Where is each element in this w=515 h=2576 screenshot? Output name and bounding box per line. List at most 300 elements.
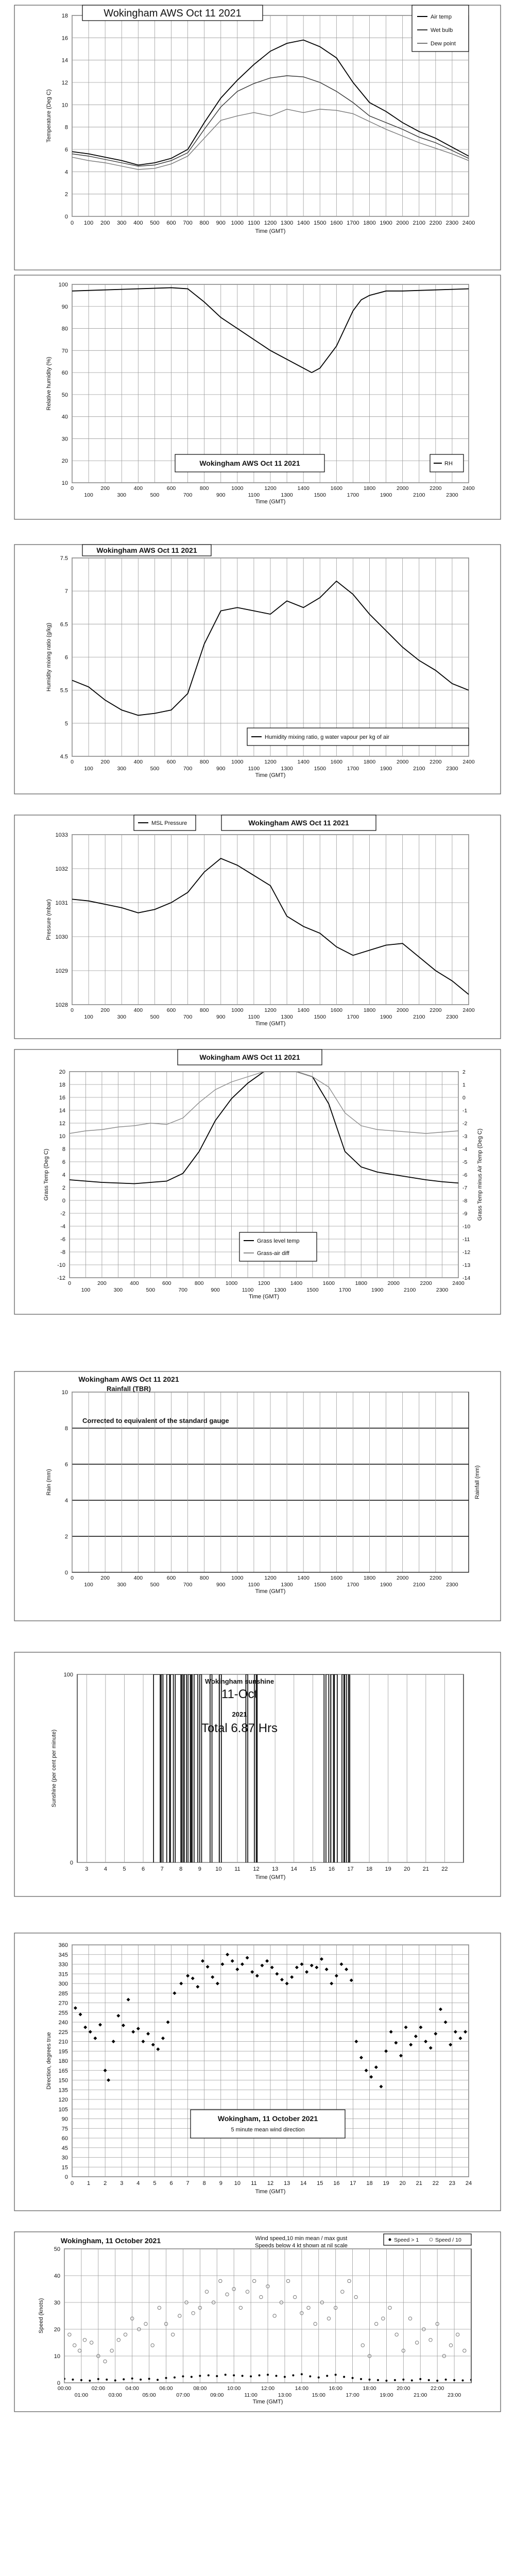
- x-tick-label: 2000: [387, 1280, 400, 1286]
- data-point: [250, 2376, 252, 2378]
- x-tick-label: 11: [251, 2180, 257, 2187]
- x-tick-label: 900: [216, 492, 226, 498]
- x-tick-label: 22: [432, 2180, 439, 2187]
- x-tick-label: 1000: [225, 1280, 238, 1286]
- y-right-tick-label: 0: [462, 1095, 466, 1101]
- y-tick-label: 0: [64, 214, 68, 220]
- x-tick-label: 0: [71, 485, 74, 492]
- x-tick-label: 12: [267, 2180, 274, 2187]
- y-tick-label: 5: [64, 720, 68, 727]
- y-tick-label: 135: [58, 2087, 68, 2094]
- x-tick-label: 800: [199, 759, 209, 765]
- x-tick-label: 1800: [363, 485, 376, 492]
- y-tick-label: 345: [58, 1952, 68, 1958]
- x-tick-label: 1500: [314, 766, 326, 772]
- y-tick-label: 225: [58, 2029, 68, 2036]
- x-tick-label: 1500: [314, 1582, 326, 1588]
- y-tick-label: 2: [64, 1534, 68, 1540]
- chart-annotation: Corrected to equivalent of the standard gauge: [82, 1417, 229, 1425]
- x-tick-label: 1600: [330, 1007, 343, 1013]
- x-axis-label: Time (GMT): [255, 228, 286, 234]
- y-tick-label: 285: [58, 1990, 68, 1997]
- x-tick-label: 1100: [248, 1582, 260, 1588]
- x-tick-label: 00:00: [57, 2385, 72, 2392]
- x-tick-label: 01:00: [74, 2392, 89, 2398]
- y-tick-label: 90: [61, 303, 68, 310]
- chart-year: 2021: [232, 1710, 247, 1718]
- chart-note: Speeds below 4 kt shown at nil scale: [255, 2243, 348, 2249]
- y-right-axis-label: Rainfall (mm): [474, 1465, 480, 1499]
- x-tick-label: 300: [117, 220, 127, 226]
- y-tick-label: 10: [61, 480, 68, 486]
- x-tick-label: 5: [123, 1866, 126, 1872]
- x-tick-label: 7: [160, 1866, 164, 1872]
- y-tick-label: 1029: [55, 968, 68, 974]
- x-tick-label: 8: [179, 1866, 183, 1872]
- x-tick-label: 2100: [413, 220, 425, 226]
- y-tick-label: 6: [64, 147, 68, 153]
- data-point: [326, 2375, 328, 2377]
- x-tick-label: 1400: [297, 1007, 310, 1013]
- x-tick-label: 700: [178, 1287, 187, 1293]
- y-right-tick-label: -2: [462, 1121, 468, 1127]
- chart-4: [0, 814, 515, 1041]
- y-tick-label: 8: [64, 124, 68, 131]
- x-tick-label: 800: [199, 485, 209, 492]
- chart-1: [0, 4, 515, 272]
- x-tick-label: 20:00: [397, 2385, 410, 2392]
- x-tick-label: 07:00: [176, 2392, 190, 2398]
- chart-title: Wokingham, 11 October 2021: [217, 2114, 318, 2123]
- x-tick-label: 1900: [371, 1287, 384, 1293]
- y-tick-label: -2: [60, 1211, 65, 1217]
- x-tick-label: 600: [166, 485, 176, 492]
- data-point: [182, 2376, 184, 2378]
- x-tick-label: 22: [441, 1866, 448, 1872]
- y-tick-label: 6.5: [60, 621, 68, 628]
- data-point: [233, 2374, 235, 2376]
- data-point: [385, 2380, 387, 2382]
- x-tick-label: 18: [366, 2180, 373, 2187]
- x-tick-label: 1600: [330, 1575, 343, 1581]
- y-right-tick-label: -8: [462, 1198, 468, 1204]
- chart-total: Total 6.87 Hrs: [201, 1721, 278, 1735]
- x-tick-label: 900: [216, 220, 226, 226]
- x-tick-label: 400: [133, 220, 143, 226]
- x-tick-label: 400: [133, 485, 143, 492]
- x-tick-label: 800: [199, 1575, 209, 1581]
- chart-3: [0, 544, 515, 796]
- x-tick-label: 1300: [280, 220, 294, 226]
- x-tick-label: 15:00: [312, 2392, 325, 2398]
- x-tick-label: 1100: [248, 766, 260, 772]
- data-point: [369, 2379, 371, 2381]
- chart-title: Wokingham AWS Oct 11 2021: [78, 1375, 179, 1383]
- x-tick-label: 600: [166, 1007, 176, 1013]
- x-tick-label: 600: [166, 759, 176, 765]
- x-tick-label: 1300: [281, 1014, 293, 1020]
- x-tick-label: 200: [97, 1280, 107, 1286]
- y-right-tick-label: 1: [462, 1082, 466, 1088]
- x-tick-label: 1600: [330, 220, 343, 226]
- x-tick-label: 1500: [306, 1287, 319, 1293]
- x-tick-label: 1800: [355, 1280, 367, 1286]
- x-tick-label: 21:00: [414, 2392, 427, 2398]
- x-tick-label: 900: [211, 1287, 220, 1293]
- y-tick-label: 60: [61, 370, 68, 377]
- data-point: [97, 2378, 99, 2380]
- x-tick-label: 1100: [248, 1014, 260, 1020]
- chart-title: Wokingham, 11 October 2021: [60, 2236, 161, 2245]
- x-tick-label: 23:00: [447, 2392, 461, 2398]
- x-tick-label: 4: [136, 2180, 140, 2187]
- x-tick-label: 100: [81, 1287, 91, 1293]
- x-axis-label: Time (GMT): [255, 1588, 286, 1595]
- x-tick-label: 2300: [446, 766, 458, 772]
- x-tick-label: 1400: [290, 1280, 303, 1286]
- x-tick-label: 18:00: [363, 2385, 376, 2392]
- x-tick-label: 1400: [297, 759, 310, 765]
- x-tick-label: 2200: [430, 1007, 442, 1013]
- legend-label: Speed / 10: [435, 2237, 461, 2243]
- x-tick-label: 800: [199, 1007, 209, 1013]
- data-point: [123, 2378, 125, 2380]
- x-tick-label: 2000: [396, 1007, 409, 1013]
- y-tick-label: 1030: [55, 934, 68, 940]
- x-tick-label: 2000: [396, 1575, 409, 1581]
- x-tick-label: 1000: [231, 1575, 244, 1581]
- y-tick-label: 10: [61, 102, 68, 109]
- y-tick-label: 180: [58, 2058, 68, 2064]
- x-tick-label: 11:00: [244, 2392, 258, 2398]
- x-tick-label: 1600: [322, 1280, 335, 1286]
- y-tick-label: 16: [61, 35, 68, 42]
- y-tick-label: 300: [58, 1981, 68, 1987]
- x-axis-label: Time (GMT): [255, 1021, 286, 1027]
- y-tick-label: 0: [64, 2174, 68, 2180]
- y-tick-label: 18: [59, 1082, 65, 1088]
- y-axis-label: Pressure (mbar): [46, 899, 52, 940]
- x-tick-label: 09:00: [210, 2392, 224, 2398]
- y-tick-label: -6: [60, 1236, 65, 1243]
- y-tick-label: 8: [62, 1146, 65, 1153]
- data-point: [352, 2377, 354, 2379]
- x-tick-label: 17:00: [346, 2392, 359, 2398]
- x-tick-label: 200: [100, 1007, 110, 1013]
- x-tick-label: 1000: [231, 220, 244, 226]
- data-point: [318, 2377, 320, 2379]
- data-point: [174, 2377, 176, 2379]
- x-tick-label: 3: [120, 2180, 124, 2187]
- x-tick-label: 2100: [413, 1582, 425, 1588]
- y-tick-label: 80: [61, 326, 68, 332]
- x-tick-label: 14:00: [295, 2385, 308, 2392]
- legend-label: Grass-air diff: [257, 1250, 289, 1257]
- x-tick-label: 1300: [281, 1582, 293, 1588]
- x-tick-label: 16: [328, 1866, 335, 1872]
- data-point: [335, 2374, 337, 2376]
- x-tick-label: 2300: [446, 1582, 458, 1588]
- x-tick-label: 8: [202, 2180, 206, 2187]
- x-tick-label: 100: [84, 1014, 93, 1020]
- x-tick-label: 200: [100, 759, 110, 765]
- x-tick-label: 21: [416, 2180, 422, 2187]
- x-tick-label: 2300: [446, 492, 458, 498]
- x-tick-label: 1200: [264, 1575, 277, 1581]
- x-tick-label: 800: [199, 220, 209, 226]
- y-tick-label: 0: [70, 1860, 73, 1866]
- y-tick-label: 30: [61, 436, 68, 443]
- x-tick-label: 1500: [314, 492, 326, 498]
- x-tick-label: 700: [183, 220, 193, 226]
- x-tick-label: 14: [290, 1866, 297, 1872]
- y-tick-label: 1032: [55, 866, 68, 872]
- x-tick-label: 2300: [446, 1014, 458, 1020]
- x-tick-label: 400: [133, 1007, 143, 1013]
- x-axis-label: Time (GMT): [252, 2399, 283, 2405]
- data-point: [284, 2376, 286, 2378]
- x-tick-label: 1900: [380, 1582, 392, 1588]
- x-tick-label: 700: [183, 766, 193, 772]
- x-tick-label: 2: [104, 2180, 107, 2187]
- x-tick-label: 2200: [430, 485, 442, 492]
- y-tick-label: 1033: [55, 832, 68, 838]
- x-tick-label: 19: [383, 2180, 389, 2187]
- y-tick-label: 90: [61, 2116, 68, 2123]
- x-tick-label: 9: [219, 2180, 222, 2187]
- x-tick-label: 7: [186, 2180, 190, 2187]
- x-tick-label: 500: [150, 1582, 160, 1588]
- y-tick-label: 165: [58, 2067, 68, 2074]
- x-tick-label: 10: [215, 1866, 222, 1872]
- x-tick-label: 2400: [452, 1280, 465, 1286]
- data-point: [394, 2379, 396, 2381]
- x-axis-label: Time (GMT): [255, 499, 286, 505]
- x-tick-label: 1700: [339, 1287, 351, 1293]
- x-axis-label: Time (GMT): [249, 1294, 279, 1300]
- y-right-tick-label: -5: [462, 1159, 468, 1165]
- x-tick-label: 2400: [462, 220, 475, 226]
- x-axis-label: Time (GMT): [255, 2189, 286, 2195]
- x-tick-label: 6: [169, 2180, 173, 2187]
- data-point: [462, 2379, 464, 2381]
- x-tick-label: 13: [283, 2180, 290, 2187]
- chart-9: [0, 2231, 515, 2414]
- legend-label: Air temp: [431, 14, 452, 20]
- x-tick-label: 19: [385, 1866, 391, 1872]
- y-tick-label: 4: [64, 1498, 68, 1504]
- x-tick-label: 1300: [274, 1287, 286, 1293]
- y-tick-label: 270: [58, 2000, 68, 2007]
- x-tick-label: 100: [84, 766, 93, 772]
- y-right-tick-label: -13: [462, 1262, 471, 1268]
- y-axis-label: Humidity mixing ratio (g/kg): [46, 622, 52, 692]
- x-tick-label: 1500: [314, 220, 327, 226]
- x-tick-label: 900: [216, 766, 226, 772]
- data-point: [114, 2379, 116, 2381]
- x-tick-label: 2200: [420, 1280, 432, 1286]
- data-point: [267, 2374, 269, 2376]
- data-point: [191, 2376, 193, 2378]
- chart-title: Wokingham AWS Oct 11 2021: [96, 546, 197, 554]
- x-tick-label: 800: [194, 1280, 204, 1286]
- x-tick-label: 600: [162, 1280, 171, 1286]
- chart-subtitle: 5 minute mean wind direction: [231, 2127, 305, 2133]
- x-axis-label: Time (GMT): [255, 772, 286, 778]
- y-tick-label: 105: [58, 2106, 68, 2113]
- x-tick-label: 06:00: [159, 2385, 173, 2392]
- chart-2: [0, 274, 515, 521]
- x-tick-label: 2200: [430, 759, 442, 765]
- chart-title: Wokingham AWS Oct 11 2021: [199, 459, 300, 467]
- y-tick-label: 20: [61, 458, 68, 465]
- y-tick-label: 10: [54, 2353, 60, 2360]
- plot-area: [77, 1674, 464, 1862]
- chart-title: Wokingham AWS Oct 11 2021: [104, 8, 242, 19]
- x-tick-label: 400: [130, 1280, 139, 1286]
- y-tick-label: 100: [63, 1672, 73, 1678]
- x-tick-label: 1100: [248, 492, 260, 498]
- y-right-axis-label: Grass Temp minus Air Temp (Deg C): [477, 1128, 483, 1221]
- x-tick-label: 12: [253, 1866, 260, 1872]
- x-tick-label: 1200: [258, 1280, 270, 1286]
- y-axis-label: Direction, degrees true: [46, 2032, 52, 2090]
- chart-title: Wokingham AWS Oct 11 2021: [199, 1053, 300, 1061]
- y-tick-label: 255: [58, 2010, 68, 2016]
- x-tick-label: 04:00: [125, 2385, 139, 2392]
- y-tick-label: 210: [58, 2039, 68, 2045]
- y-right-tick-label: -6: [462, 1172, 468, 1178]
- x-tick-label: 900: [216, 1014, 226, 1020]
- y-tick-label: -4: [60, 1224, 65, 1230]
- x-tick-label: 0: [71, 1007, 74, 1013]
- y-tick-label: 1028: [55, 1002, 68, 1008]
- data-point: [165, 2377, 167, 2379]
- x-tick-label: 500: [150, 766, 160, 772]
- x-tick-label: 0: [70, 220, 74, 226]
- x-tick-label: 200: [100, 220, 110, 226]
- y-tick-label: 60: [61, 2136, 68, 2142]
- x-tick-label: 700: [183, 1582, 193, 1588]
- y-tick-label: 4.5: [60, 754, 68, 760]
- y-right-tick-label: -10: [462, 1224, 471, 1230]
- y-tick-label: 7.5: [60, 555, 68, 562]
- x-tick-label: 2000: [396, 485, 409, 492]
- x-tick-label: 13:00: [278, 2392, 292, 2398]
- x-tick-label: 17: [347, 1866, 354, 1872]
- data-point: [275, 2375, 277, 2377]
- x-tick-label: 1: [87, 2180, 91, 2187]
- x-tick-label: 13: [272, 1866, 279, 1872]
- x-tick-label: 1700: [347, 220, 359, 226]
- chart-title: Wokingham sunshine: [204, 1677, 274, 1685]
- x-tick-label: 2400: [462, 1007, 475, 1013]
- x-tick-label: 1200: [264, 220, 277, 226]
- x-tick-label: 500: [150, 1014, 160, 1020]
- legend-label: RH: [444, 461, 453, 467]
- y-tick-label: 6: [64, 1462, 68, 1468]
- y-tick-label: 10: [59, 1133, 65, 1140]
- y-tick-label: 10: [61, 1389, 68, 1396]
- y-tick-label: 20: [59, 1069, 65, 1075]
- x-tick-label: 19:00: [380, 2392, 393, 2398]
- legend-label: Wet bulb: [431, 27, 453, 33]
- data-point: [242, 2375, 244, 2377]
- y-tick-label: 14: [61, 57, 68, 64]
- y-tick-label: -10: [57, 1262, 65, 1268]
- y-tick-label: 0: [57, 2380, 60, 2386]
- x-tick-label: 1800: [363, 1575, 376, 1581]
- y-tick-label: 6: [62, 1159, 65, 1165]
- data-point: [445, 2379, 447, 2381]
- chart-subtitle: Wind speed,10 min mean / max gust: [255, 2235, 348, 2242]
- y-tick-label: 40: [54, 2273, 60, 2279]
- x-tick-label: 1800: [363, 1007, 376, 1013]
- x-tick-label: 1500: [314, 1014, 326, 1020]
- y-tick-label: 20: [54, 2327, 60, 2333]
- x-tick-label: 1200: [264, 759, 277, 765]
- y-tick-label: 150: [58, 2077, 68, 2084]
- x-tick-label: 15: [317, 2180, 323, 2187]
- legend-label: MSL Pressure: [151, 820, 187, 826]
- x-tick-label: 20: [399, 2180, 406, 2187]
- x-tick-label: 1300: [281, 492, 293, 498]
- y-tick-label: -12: [57, 1275, 65, 1281]
- y-tick-label: 12: [61, 80, 68, 86]
- data-point: [80, 2379, 82, 2381]
- legend-swatch: [389, 2239, 391, 2241]
- y-axis-label: Relative humidity (%): [46, 357, 52, 411]
- data-point: [309, 2376, 311, 2378]
- y-axis-label: Grass Temp (Deg C): [43, 1148, 49, 1201]
- y-right-tick-label: -12: [462, 1249, 471, 1256]
- x-tick-label: 700: [183, 492, 193, 498]
- x-tick-label: 100: [84, 1582, 93, 1588]
- x-tick-label: 400: [133, 1575, 143, 1581]
- x-tick-label: 4: [104, 1866, 107, 1872]
- y-tick-label: 7: [64, 588, 68, 595]
- x-tick-label: 500: [146, 1287, 156, 1293]
- x-tick-label: 14: [300, 2180, 307, 2187]
- chart-5: [0, 1048, 515, 1316]
- y-tick-label: 360: [58, 1942, 68, 1948]
- data-point: [72, 2379, 74, 2381]
- x-tick-label: 1700: [347, 1582, 359, 1588]
- x-tick-label: 2100: [413, 766, 425, 772]
- y-axis-label: Sunshine (per cent per minute): [51, 1729, 57, 1808]
- x-tick-label: 2200: [430, 1575, 442, 1581]
- x-tick-label: 05:00: [142, 2392, 156, 2398]
- y-tick-label: 6: [64, 654, 68, 661]
- x-tick-label: 200: [100, 1575, 110, 1581]
- x-tick-label: 2400: [462, 485, 475, 492]
- x-tick-label: 1000: [231, 759, 244, 765]
- x-tick-label: 2100: [413, 1014, 425, 1020]
- x-tick-label: 1000: [231, 1007, 244, 1013]
- y-tick-label: 0: [64, 1570, 68, 1576]
- x-tick-label: 02:00: [91, 2385, 105, 2392]
- y-right-tick-label: -14: [462, 1275, 471, 1281]
- x-tick-label: 5: [153, 2180, 157, 2187]
- y-tick-label: 50: [61, 392, 68, 398]
- data-point: [419, 2378, 421, 2380]
- y-tick-label: 16: [59, 1095, 65, 1101]
- x-tick-label: 18: [366, 1866, 373, 1872]
- x-tick-label: 1600: [330, 485, 343, 492]
- data-point: [402, 2379, 404, 2381]
- x-tick-label: 2000: [396, 220, 409, 226]
- x-tick-label: 1400: [297, 485, 310, 492]
